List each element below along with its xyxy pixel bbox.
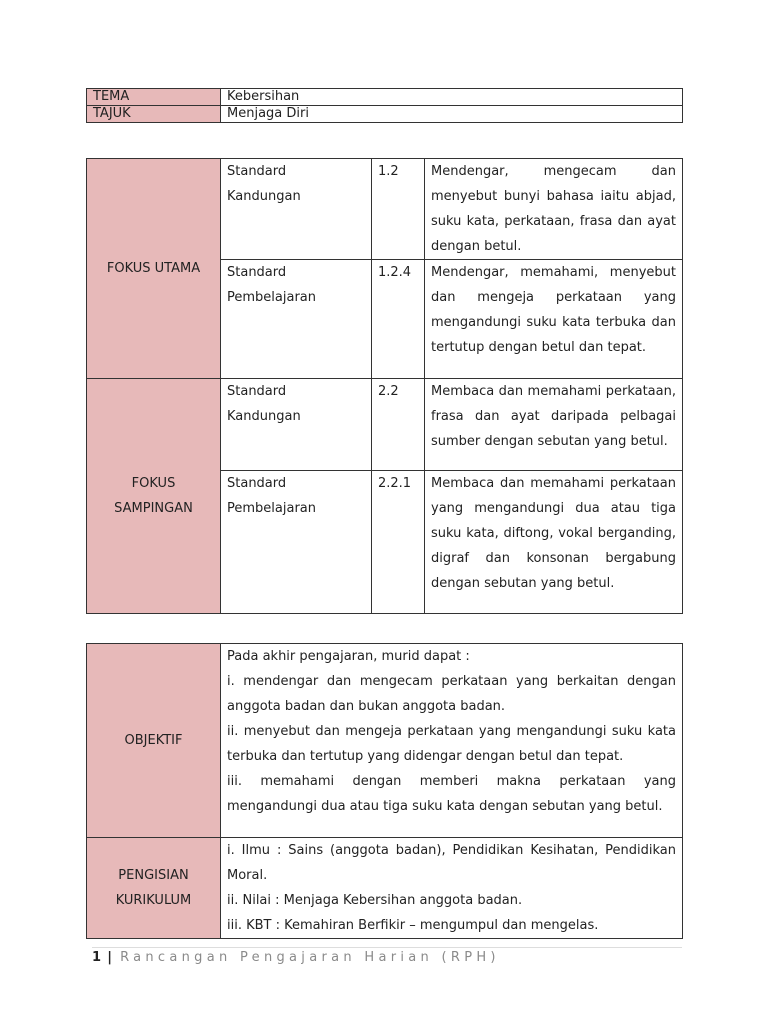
page-number: 1 [92,950,102,965]
objektif-label [87,644,221,838]
fokus-sampingan-text: FOKUS [131,476,176,491]
standard-type-line: Kandungan [227,189,301,204]
pengisian-content [221,838,683,939]
fokus-sampingan-label [87,379,221,614]
standard-code: 1.2.4 [372,260,425,379]
standard-type [221,379,372,471]
standard-text: Membaca dan memahami perkataan yang mengandungi dua atau tiga suku kata, diftong, vokal berganding, digraf dan konsonan bergabung dengan sebutan yang betul. [425,471,683,614]
standard-code: 2.2.1 [372,471,425,614]
fokus-table [86,158,683,614]
standard-type-line: Pembelajaran [227,290,316,305]
list-item: ii. Nilai : Menjaga Kebersihan anggota badan. [227,893,523,908]
standard-type-line: Standard [227,265,287,280]
list-item: iii. memahami dengan memberi makna perkataan yang mengandungi dua atau tiga suku kata dengan sebutan yang betul. [227,774,676,814]
standard-type-line: Standard [227,476,287,491]
objektif-intro: Pada akhir pengajaran, murid dapat : [227,649,470,664]
standard-code: 2.2 [372,379,425,471]
standard-text: Mendengar, memahami, menyebut dan mengeja perkataan yang mengandungi suku kata terbuka dan tertutup dengan betul dan tepat. [425,260,683,379]
objektif-content [221,644,683,838]
standard-text: Mendengar, mengecam dan menyebut bunyi bahasa iaitu abjad, suku kata, perkataan, frasa dan ayat dengan betul. [425,159,683,260]
standard-type-line: Standard [227,164,287,179]
footer-separator: | [107,950,112,965]
table-row [87,644,683,838]
tema-value: Kebersihan [221,89,683,106]
objektif-table [86,643,683,939]
list-item: ii. menyebut dan mengeja perkataan yang mengandungi suku kata terbuka dan tertutup yang didengar dengan betul dan tepat. [227,724,676,764]
pengisian-label-text: KURIKULUM [115,893,192,908]
objektif-label-text: OBJEKTIF [124,733,183,748]
pengisian-label [87,838,221,939]
standard-type-line: Kandungan [227,409,301,424]
table-row [87,838,683,939]
list-item: i. Ilmu : Sains (anggota badan), Pendidikan Kesihatan, Pendidikan Moral. [227,843,676,883]
tema-label: TEMA [87,89,221,106]
tajuk-value: Menjaga Diri [221,106,683,123]
fokus-utama-label [87,159,221,379]
standard-type [221,471,372,614]
table-row [87,159,683,260]
header-table [86,88,683,123]
list-item: iii. KBT : Kemahiran Berfikir – mengumpul dan mengelas. [227,918,599,933]
standard-type-line: Standard [227,384,287,399]
fokus-utama-text: FOKUS UTAMA [106,261,201,276]
standard-type [221,260,372,379]
pengisian-label-text: PENGISIAN [118,868,189,883]
list-item: i. mendengar dan mengecam perkataan yang berkaitan dengan anggota badan dan bukan anggota badan. [227,674,676,714]
footer-title: Rancangan Pengajaran Harian (RPH) [120,950,500,965]
standard-text: Membaca dan memahami perkataan, frasa dan ayat daripada pelbagai sumber dengan sebutan yang betul. [425,379,683,471]
standard-code: 1.2 [372,159,425,260]
standard-type-line: Pembelajaran [227,501,316,516]
table-row [87,379,683,471]
page-footer [92,947,682,968]
tajuk-row [87,106,683,123]
standard-type [221,159,372,260]
tema-row [87,89,683,106]
fokus-sampingan-text: SAMPINGAN [114,501,193,516]
tajuk-label: TAJUK [87,106,221,123]
